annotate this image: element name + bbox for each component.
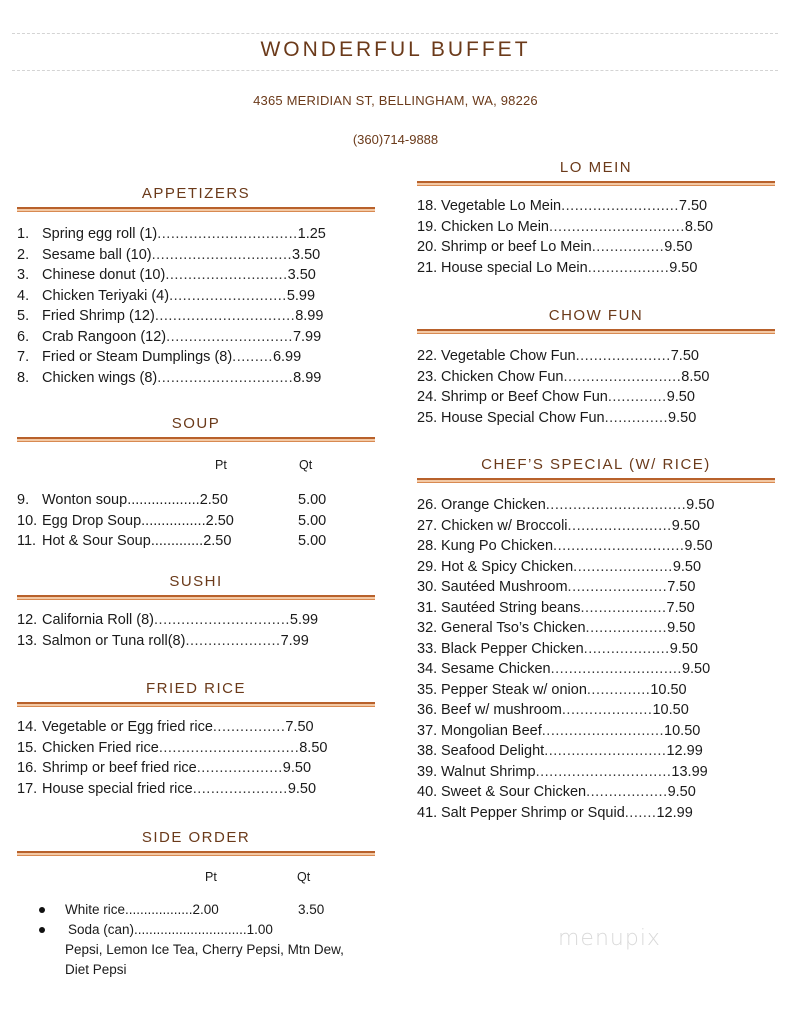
side-item-soda: Soda (can)..............................1.00 bbox=[17, 920, 375, 940]
section-title: SIDE ORDER bbox=[141, 829, 251, 846]
section-chefs-special bbox=[417, 455, 775, 823]
bullet-icon bbox=[39, 907, 45, 913]
item-list bbox=[17, 490, 375, 552]
menu-item: 11. Hot & Sour Soup.............2.50 5.00 bbox=[17, 533, 327, 549]
menu-item: 22. Vegetable Chow Fun ..................... 7.50 bbox=[417, 348, 699, 364]
section-rule bbox=[17, 851, 375, 856]
menu-item: 14. Vegetable or Egg fried rice ................ 7.50 bbox=[17, 719, 314, 735]
section-rule bbox=[17, 595, 375, 600]
section-lo-mein bbox=[417, 158, 775, 278]
section-title: APPETIZERS bbox=[141, 185, 251, 202]
menu-item: 25. House Special Chow Fun .............. 9.50 bbox=[417, 409, 697, 426]
restaurant-phone: (360)714-9888 bbox=[352, 132, 439, 147]
menu-item: 12. California Roll (8) .............................. 5.99 bbox=[17, 612, 319, 628]
pint-header: Pt bbox=[205, 870, 217, 884]
section-title: SUSHI bbox=[169, 573, 223, 590]
menu-item: 34. Sesame Chicken ............................. 9.50 bbox=[417, 661, 711, 677]
menu-item: 21. House special Lo Mein .................. 9.50 bbox=[417, 259, 698, 276]
section-side-order bbox=[17, 828, 375, 980]
menu-item: 23. Chicken Chow Fun .......................... 8.50 bbox=[417, 368, 710, 385]
menu-item: 36. Beef w/ mushroom .................... 10.50 bbox=[417, 702, 689, 718]
menu-item: 1. Spring egg roll (1) ............................... 1.25 bbox=[17, 226, 326, 242]
menu-item: 41. Salt Pepper Shrimp or Squid ....... 12.99 bbox=[417, 804, 693, 821]
soda-flavors: Pepsi, Lemon Ice Tea, Cherry Pepsi, Mtn Dew, Diet Pepsi bbox=[65, 942, 344, 977]
menu-item: 19. Chicken Lo Mein .............................. 8.50 bbox=[417, 218, 714, 235]
section-soup bbox=[17, 414, 375, 552]
menu-item: 33. Black Pepper Chicken ................... 9.50 bbox=[417, 640, 698, 657]
size-column-headers bbox=[17, 870, 375, 892]
pint-header: Pt bbox=[215, 458, 227, 472]
menu-item: 9. Wonton soup..................2.50 5.00 bbox=[17, 492, 327, 508]
side-item-white-rice: White rice..................2.00 3.50 bbox=[17, 900, 375, 920]
menu-item: 8. Chicken wings (8) .............................. 8.99 bbox=[17, 369, 322, 386]
section-chow-fun bbox=[417, 306, 775, 428]
title-divider bbox=[12, 70, 778, 71]
menu-item: 2. Sesame ball (10) ............................... 3.50 bbox=[17, 246, 321, 263]
section-rule bbox=[417, 181, 775, 186]
section-title: LO MEIN bbox=[559, 159, 633, 176]
restaurant-address: 4365 MERIDIAN ST, BELLINGHAM, WA, 98226 bbox=[253, 93, 538, 108]
section-sushi bbox=[17, 572, 375, 651]
section-fried-rice bbox=[17, 679, 375, 799]
menu-item: 3. Chinese donut (10) ........................... 3.50 bbox=[17, 267, 316, 283]
item-list bbox=[17, 900, 375, 980]
size-column-headers bbox=[17, 458, 375, 480]
section-title: CHOW FUN bbox=[548, 307, 644, 324]
menu-item: 32. General Tso’s Chicken .................. 9.50 bbox=[417, 620, 696, 636]
restaurant-title: WONDERFUL BUFFET bbox=[260, 38, 531, 61]
section-rule bbox=[17, 437, 375, 442]
menu-item: 6. Crab Rangoon (12) ............................ 7.99 bbox=[17, 328, 322, 345]
section-rule bbox=[417, 478, 775, 483]
section-title: FRIED RICE bbox=[145, 680, 246, 697]
menu-item: 26. Orange Chicken ............................... 9.50 bbox=[417, 497, 715, 513]
section-rule bbox=[17, 207, 375, 212]
section-rule bbox=[417, 329, 775, 334]
menu-item: 27. Chicken w/ Broccoli ....................... 9.50 bbox=[417, 517, 700, 534]
menu-item: 16. Shrimp or beef fried rice ................... 9.50 bbox=[17, 760, 312, 776]
menupix-watermark: menupix bbox=[558, 926, 661, 951]
item-list bbox=[17, 224, 375, 388]
bullet-icon bbox=[39, 927, 45, 933]
section-title: SOUP bbox=[171, 415, 221, 432]
item-list bbox=[417, 346, 775, 428]
section-appetizers bbox=[17, 184, 375, 388]
item-list bbox=[417, 495, 775, 823]
menu-item: 31. Sautéed String beans ................... 7.50 bbox=[417, 599, 695, 616]
section-rule bbox=[17, 702, 375, 707]
menu-item: 24. Shrimp or Beef Chow Fun ............. 9.50 bbox=[417, 389, 695, 405]
menu-item: 39. Walnut Shrimp .............................. 13.99 bbox=[417, 763, 708, 780]
quart-header: Qt bbox=[297, 870, 311, 884]
menu-item: 28. Kung Po Chicken ............................. 9.50 bbox=[417, 538, 713, 554]
menu-item: 37. Mongolian Beef ........................... 10.50 bbox=[417, 722, 701, 739]
menu-item: 20. Shrimp or beef Lo Mein ................ 9.50 bbox=[417, 239, 693, 255]
menu-item: 29. Hot & Spicy Chicken ...................... 9.50 bbox=[417, 558, 702, 575]
menu-item: 5. Fried Shrimp (12) ............................... 8.99 bbox=[17, 308, 324, 324]
item-list bbox=[417, 196, 775, 278]
menu-item: 10. Egg Drop Soup................2.50 5.00 bbox=[17, 512, 327, 529]
menu-item: 38. Seafood Delight ........................... 12.99 bbox=[417, 743, 703, 759]
menu-item: 13. Salmon or Tuna roll(8) ..................... 7.99 bbox=[17, 632, 309, 649]
top-divider bbox=[12, 33, 778, 34]
menu-item: 40. Sweet & Sour Chicken .................. 9.50 bbox=[417, 784, 696, 800]
menu-item: 4. Chicken Teriyaki (4) .......................... 5.99 bbox=[17, 287, 316, 304]
menu-item: 7. Fried or Steam Dumplings (8) ......... 6.99 bbox=[17, 349, 302, 365]
item-list bbox=[17, 610, 375, 651]
menu-item: 17. House special fried rice ..................... 9.50 bbox=[17, 780, 317, 797]
section-title: CHEF’S SPECIAL (W/ RICE) bbox=[481, 456, 711, 473]
menu-item: 30. Sautéed Mushroom ...................... 7.50 bbox=[417, 579, 696, 595]
menu-item: 35. Pepper Steak w/ onion .............. 10.50 bbox=[417, 681, 687, 698]
menu-item: 15. Chicken Fried rice ............................... 8.50 bbox=[17, 739, 328, 756]
quart-header: Qt bbox=[299, 458, 313, 472]
menu-item: 18. Vegetable Lo Mein .......................... 7.50 bbox=[417, 198, 708, 214]
item-list bbox=[17, 717, 375, 799]
